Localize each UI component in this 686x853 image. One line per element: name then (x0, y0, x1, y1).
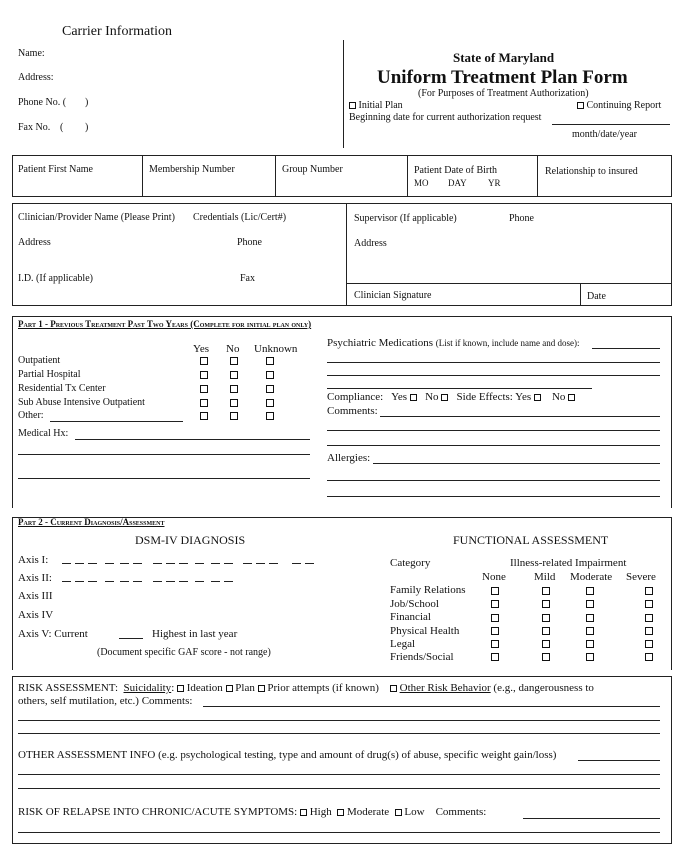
relationship-field[interactable]: Relationship to insured (545, 166, 638, 177)
axis-digit-blank[interactable] (62, 563, 71, 564)
other-treatment-line[interactable] (50, 421, 183, 422)
patient-row-divider (537, 155, 538, 197)
continuing-report-option[interactable] (577, 100, 661, 111)
checkbox[interactable] (491, 614, 499, 622)
allergies-line[interactable] (327, 480, 660, 481)
prior-attempts-label: Prior attempts (if known) (267, 682, 379, 694)
checkbox[interactable] (266, 371, 274, 379)
axis-digit-blank[interactable] (120, 581, 129, 582)
checkbox[interactable] (200, 357, 208, 365)
axis-digit-blank[interactable] (179, 581, 188, 582)
checkbox[interactable] (230, 412, 238, 420)
carrier-name-label: Name: (18, 48, 45, 59)
carrier-address-label: Address: (18, 72, 54, 83)
signature-date-divider (580, 283, 581, 306)
checkbox[interactable] (542, 640, 550, 648)
axis-digit-blank[interactable] (211, 563, 220, 564)
patient-row-divider (407, 155, 408, 197)
ideation-checkbox[interactable] (177, 685, 184, 692)
gaf-note: (Document specific GAF score - not range) (97, 647, 271, 658)
axis-label: Axis III (18, 590, 53, 602)
plan-label: Plan (235, 682, 255, 694)
checkbox[interactable] (586, 587, 594, 595)
beginning-date-line[interactable] (552, 124, 670, 125)
checkbox[interactable] (586, 640, 594, 648)
level-header: Mild (534, 571, 556, 583)
functional-title: FUNCTIONAL ASSESSMENT (453, 533, 609, 547)
header-divider (343, 40, 344, 148)
beginning-date-label: Beginning date for current authorization request (349, 112, 542, 123)
axis-digit-blank[interactable] (211, 581, 220, 582)
compliance-yes-checkbox[interactable] (410, 394, 417, 401)
axis-label: Axis IV (18, 609, 54, 621)
checkbox[interactable] (586, 614, 594, 622)
allergies-line[interactable] (373, 463, 660, 464)
axis-digit-blank[interactable] (75, 581, 84, 582)
allergies-line[interactable] (327, 496, 660, 497)
initial-plan-option[interactable] (349, 100, 403, 111)
axis-digit-blank[interactable] (133, 563, 142, 564)
other-assessment-line[interactable] (578, 760, 660, 761)
membership-number-field[interactable]: Membership Number (149, 164, 235, 175)
suicidality-label: Suicidality (123, 682, 172, 694)
psych-meds-line[interactable] (327, 362, 660, 363)
supervisor-phone-field[interactable]: Phone (509, 213, 534, 224)
category-label: Legal (390, 638, 416, 650)
initial-plan-label: Initial Plan (358, 100, 403, 111)
checkbox[interactable] (266, 399, 274, 407)
compliance-label: Compliance: (327, 391, 384, 403)
checkbox[interactable] (645, 627, 653, 635)
checkbox[interactable] (200, 385, 208, 393)
signature-row-line (346, 283, 672, 284)
form-title: Uniform Treatment Plan Form (377, 67, 628, 88)
treatment-row-label: Outpatient (18, 355, 61, 366)
psych-meds-line[interactable] (592, 348, 660, 349)
checkbox[interactable] (491, 640, 499, 648)
checkbox[interactable] (491, 587, 499, 595)
compliance-yes-label: Yes (391, 391, 408, 403)
clinician-phone-field[interactable]: Phone (237, 237, 262, 248)
signature-date-field[interactable]: Date (587, 291, 606, 302)
relapse-high-label: High (309, 806, 332, 818)
other-risk-checkbox[interactable] (390, 685, 397, 692)
checkbox[interactable] (200, 412, 208, 420)
part1-col-no: No (226, 343, 240, 355)
relapse-comments-line[interactable] (18, 832, 660, 833)
level-header: Moderate (570, 571, 613, 583)
suicidality-colon: : (171, 682, 175, 694)
comments-line[interactable] (327, 430, 660, 431)
patient-first-name-field[interactable]: Patient First Name (18, 164, 93, 175)
relapse-comments-label: Comments: (435, 806, 487, 818)
axis-digit-blank[interactable] (224, 563, 233, 564)
comments-label: Comments: (327, 405, 378, 417)
treatment-row-label: Partial Hospital (18, 369, 81, 380)
axis-digit-blank[interactable] (269, 563, 278, 564)
axis-digit-blank[interactable] (224, 581, 233, 582)
checkbox[interactable] (230, 399, 238, 407)
checkbox[interactable] (266, 357, 274, 365)
carrier-fax-close: ) (85, 122, 89, 133)
date-format-label: month/date/year (572, 129, 637, 140)
axis-digit-blank[interactable] (179, 563, 188, 564)
relapse-moderate-checkbox[interactable] (337, 809, 344, 816)
relapse-low-label: Low (404, 806, 425, 818)
risk-assessment-row (18, 682, 594, 694)
checkbox[interactable] (586, 653, 594, 661)
axis-digit-blank[interactable] (133, 581, 142, 582)
other-assessment-line[interactable] (18, 788, 660, 789)
axis-digit-blank[interactable] (153, 563, 162, 564)
checkbox[interactable] (542, 587, 550, 595)
carrier-fax-label: Fax No. (18, 122, 51, 133)
other-risk-note: (e.g., dangerousness to (493, 682, 594, 694)
category-label: Friends/Social (390, 651, 454, 663)
checkbox[interactable] (491, 600, 499, 608)
medical-hx-line[interactable] (18, 478, 310, 479)
clinician-fax-field[interactable]: Fax (240, 273, 255, 284)
axis-digit-blank[interactable] (292, 563, 301, 564)
checkbox[interactable] (200, 371, 208, 379)
category-label: Physical Health (390, 625, 460, 637)
psych-meds-note: (List if known, include name and dose): (435, 338, 580, 348)
psych-meds-line[interactable] (327, 375, 660, 376)
other-risk-label: Other Risk Behavior (399, 682, 491, 694)
clinician-name-field[interactable]: Clinician/Provider Name (Please Print) (18, 212, 175, 223)
checkbox[interactable] (266, 412, 274, 420)
checkbox[interactable] (645, 640, 653, 648)
dob-yr-label: YR (488, 178, 501, 188)
part1-col-yes: Yes (193, 343, 210, 355)
axis-digit-blank[interactable] (166, 581, 175, 582)
relapse-low-checkbox[interactable] (395, 809, 402, 816)
compliance-no-checkbox[interactable] (441, 394, 448, 401)
form-subtitle: (For Purposes of Treatment Authorization) (418, 88, 589, 99)
treatment-row-label: Other: (18, 410, 44, 421)
side-effects-yes-checkbox[interactable] (534, 394, 541, 401)
dob-field[interactable]: Patient Date of Birth (414, 165, 498, 176)
gaf-highest-label: Highest in last year (152, 628, 238, 640)
continuing-report-label: Continuing Report (586, 100, 662, 111)
relapse-comments-line[interactable] (523, 818, 660, 819)
relapse-label: RISK OF RELAPSE INTO CHRONIC/ACUTE SYMPTOMS: (18, 806, 298, 818)
checkbox[interactable] (266, 385, 274, 393)
axis-digit-blank[interactable] (195, 581, 204, 582)
axis-label: Axis I: (18, 554, 49, 566)
axis-digit-blank[interactable] (75, 563, 84, 564)
checkbox[interactable] (542, 600, 550, 608)
checkbox[interactable] (645, 600, 653, 608)
axis-digit-blank[interactable] (195, 563, 204, 564)
initial-plan-checkbox[interactable] (349, 102, 356, 109)
clinician-address-field[interactable]: Address (18, 237, 51, 248)
plan-checkbox[interactable] (226, 685, 233, 692)
clinician-id-field[interactable]: I.D. (If applicable) (18, 273, 93, 284)
category-label: Financial (390, 611, 431, 623)
side-effects-yes-label: Side Effects: Yes (456, 391, 532, 403)
axis-digit-blank[interactable] (88, 563, 97, 564)
axis-digit-blank[interactable] (88, 581, 97, 582)
axis-digit-blank[interactable] (105, 563, 114, 564)
carrier-phone-close: ) (85, 97, 89, 108)
risk-comments-label: others, self mutilation, etc.) Comments: (18, 695, 193, 707)
patient-row-divider (275, 155, 276, 197)
category-label: Job/School (390, 598, 439, 610)
dsm-title: DSM-IV DIAGNOSIS (135, 533, 246, 547)
allergies-label: Allergies: (327, 452, 371, 464)
risk-comments-line[interactable] (18, 720, 660, 721)
treatment-row-label: Sub Abuse Intensive Outpatient (18, 397, 145, 408)
category-header: Category (390, 557, 431, 569)
checkbox[interactable] (542, 614, 550, 622)
axis-label: Axis V: Current (18, 628, 88, 640)
risk-comments-line[interactable] (18, 733, 660, 734)
carrier-phone-label: Phone No. ( (18, 97, 67, 108)
psych-meds-line[interactable] (327, 388, 592, 389)
dob-mo-label: MO (414, 178, 429, 188)
supervisor-address-field[interactable]: Address (354, 238, 387, 249)
checkbox[interactable] (230, 385, 238, 393)
checkbox[interactable] (230, 357, 238, 365)
carrier-fax-open: ( (60, 122, 64, 133)
supervisor-field[interactable]: Supervisor (If applicable) (354, 213, 457, 224)
axis-label: Axis II: (18, 572, 52, 584)
clinician-divider (346, 203, 347, 306)
carrier-title: Carrier Information (62, 24, 173, 39)
axis-digit-blank[interactable] (153, 581, 162, 582)
level-header: None (482, 571, 506, 583)
comments-line[interactable] (327, 445, 660, 446)
checkbox[interactable] (645, 614, 653, 622)
compliance-no-label: No (425, 391, 439, 403)
relapse-high-checkbox[interactable] (300, 809, 307, 816)
relapse-row (18, 806, 486, 818)
medical-hx-label: Medical Hx: (18, 428, 69, 439)
checkbox[interactable] (200, 399, 208, 407)
checkbox[interactable] (230, 371, 238, 379)
comments-line[interactable] (380, 416, 660, 417)
dob-day-label: DAY (448, 178, 467, 188)
side-effects-no-label: No (551, 391, 566, 403)
impairment-header: Illness-related Impairment (510, 557, 627, 569)
treatment-row-label: Residential Tx Center (18, 383, 106, 394)
checkbox[interactable] (586, 627, 594, 635)
other-assessment-line[interactable] (18, 774, 660, 775)
part2-heading: Part 2 - Current Diagnosis/Assessment (18, 517, 165, 527)
patient-row-divider (142, 155, 143, 197)
axis-digit-blank[interactable] (105, 581, 114, 582)
side-effects-no-checkbox[interactable] (568, 394, 575, 401)
axis-digit-blank[interactable] (166, 563, 175, 564)
state-label: State of Maryland (453, 50, 555, 65)
axis-digit-blank[interactable] (305, 563, 314, 564)
checkbox[interactable] (542, 627, 550, 635)
psych-meds-title: Psychiatric Medications (327, 337, 434, 349)
axis-digit-blank[interactable] (62, 581, 71, 582)
checkbox[interactable] (491, 627, 499, 635)
checkbox[interactable] (645, 587, 653, 595)
level-header: Severe (626, 571, 656, 583)
risk-comments-line[interactable] (203, 706, 660, 707)
gaf-current-line[interactable] (119, 638, 143, 639)
checkbox[interactable] (645, 653, 653, 661)
prior-attempts-checkbox[interactable] (258, 685, 265, 692)
group-number-field[interactable]: Group Number (282, 164, 343, 175)
part1-heading: Part 1 - Previous Treatment Past Two Years (Complete for initial plan only) (18, 319, 312, 329)
part1-col-unknown: Unknown (254, 343, 298, 355)
axis-digit-blank[interactable] (243, 563, 252, 564)
compliance-row (327, 391, 575, 403)
psych-meds-label (327, 337, 579, 349)
continuing-report-checkbox[interactable] (577, 102, 584, 109)
checkbox[interactable] (542, 653, 550, 661)
credentials-field[interactable]: Credentials (Lic/Cert#) (193, 212, 287, 223)
other-assessment-label: OTHER ASSESSMENT INFO (e.g. psychological testing, type and amount of drug(s) of abuse, specific weight gain/loss) (18, 749, 557, 761)
axis-digit-blank[interactable] (256, 563, 265, 564)
ideation-label: Ideation (186, 682, 223, 694)
clinician-signature-field[interactable]: Clinician Signature (354, 290, 432, 301)
medical-hx-line[interactable] (75, 439, 310, 440)
risk-label: RISK ASSESSMENT: (18, 682, 119, 694)
axis-digit-blank[interactable] (120, 563, 129, 564)
checkbox[interactable] (491, 653, 499, 661)
medical-hx-line[interactable] (18, 454, 310, 455)
category-label: Family Relations (390, 584, 466, 596)
checkbox[interactable] (586, 600, 594, 608)
relapse-moderate-label: Moderate (346, 806, 390, 818)
